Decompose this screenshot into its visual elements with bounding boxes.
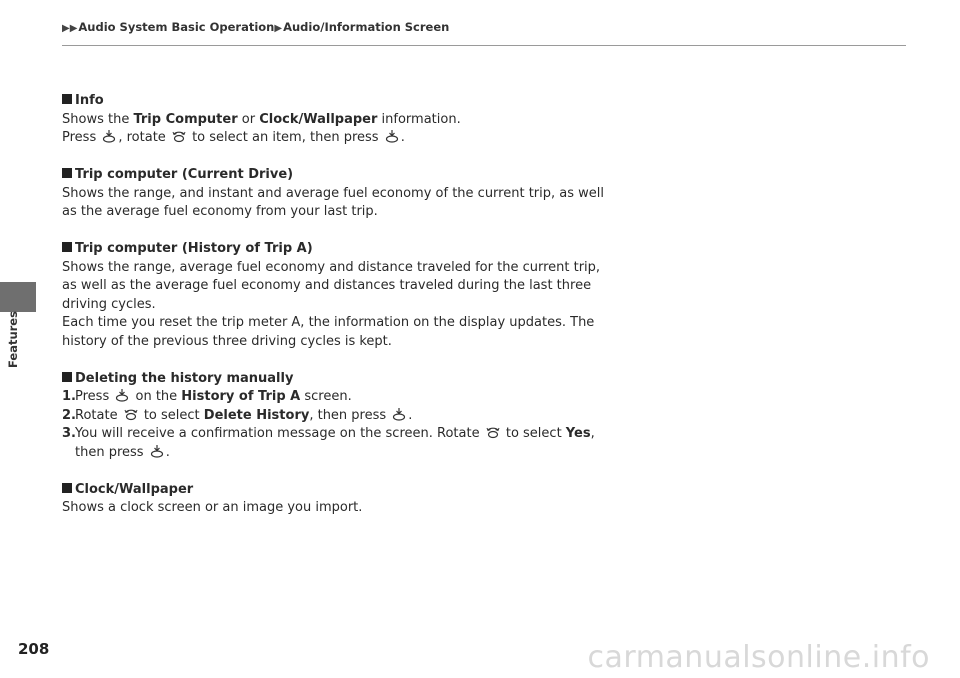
page-number: 208 xyxy=(18,640,50,658)
square-bullet-icon xyxy=(62,483,72,493)
section-tab-marker xyxy=(0,282,36,312)
watermark: carmanualsonline.info xyxy=(587,640,930,675)
rotate-knob-icon xyxy=(486,425,500,439)
paragraph: Shows the range, and instant and average fuel economy of the current trip, as well xyxy=(62,185,604,201)
heading-delete-history: Deleting the history manually xyxy=(62,370,622,389)
paragraph: history of the previous three driving cycles is kept. xyxy=(62,333,392,349)
square-bullet-icon xyxy=(62,94,72,104)
rotate-knob-icon xyxy=(172,129,186,143)
rotate-knob-icon xyxy=(124,407,138,421)
square-bullet-icon xyxy=(62,372,72,382)
press-knob-icon xyxy=(392,407,406,421)
header-divider xyxy=(62,45,906,46)
square-bullet-icon xyxy=(62,168,72,178)
heading-trip-current: Trip computer (Current Drive) xyxy=(62,166,622,185)
square-bullet-icon xyxy=(62,242,72,252)
press-knob-icon xyxy=(102,129,116,143)
paragraph: as well as the average fuel economy and distances traveled during the last three xyxy=(62,278,592,293)
arrow-icon: ▶▶ xyxy=(62,23,78,34)
paragraph: Each time you reset the trip meter A, the information on the display updates. The xyxy=(62,315,595,330)
paragraph: Shows a clock screen or an image you import. xyxy=(62,500,363,515)
heading-trip-history: Trip computer (History of Trip A) xyxy=(62,240,622,259)
heading-info: Info xyxy=(62,92,622,111)
paragraph: Shows the Trip Computer or Clock/Wallpaper information. xyxy=(62,111,461,127)
step-2: 2.Rotate to select Delete History, then press . xyxy=(62,407,413,423)
heading-clock-wallpaper: Clock/Wallpaper xyxy=(62,481,622,500)
press-knob-icon xyxy=(150,444,164,458)
breadcrumb-item-audio-system[interactable]: Audio System Basic Operation xyxy=(78,20,275,34)
page-content xyxy=(62,92,622,518)
arrow-icon: ▶ xyxy=(274,23,283,34)
breadcrumb xyxy=(62,20,449,34)
breadcrumb-item-audio-screen[interactable]: Audio/Information Screen xyxy=(283,20,450,34)
paragraph: Press , rotate to select an item, then press . xyxy=(62,130,405,145)
paragraph: as the average fuel economy from your last trip. xyxy=(62,204,378,219)
paragraph: Shows the range, average fuel economy and distance traveled for the current trip, xyxy=(62,259,601,275)
step-3-continued: then press . xyxy=(75,444,170,460)
step-3: 3.You will receive a confirmation message on the screen. Rotate to select Yes, xyxy=(62,426,595,441)
step-1: 1.Press on the History of Trip A screen. xyxy=(62,389,352,404)
press-knob-icon xyxy=(385,129,399,143)
paragraph: driving cycles. xyxy=(62,296,156,312)
press-knob-icon xyxy=(115,388,129,402)
